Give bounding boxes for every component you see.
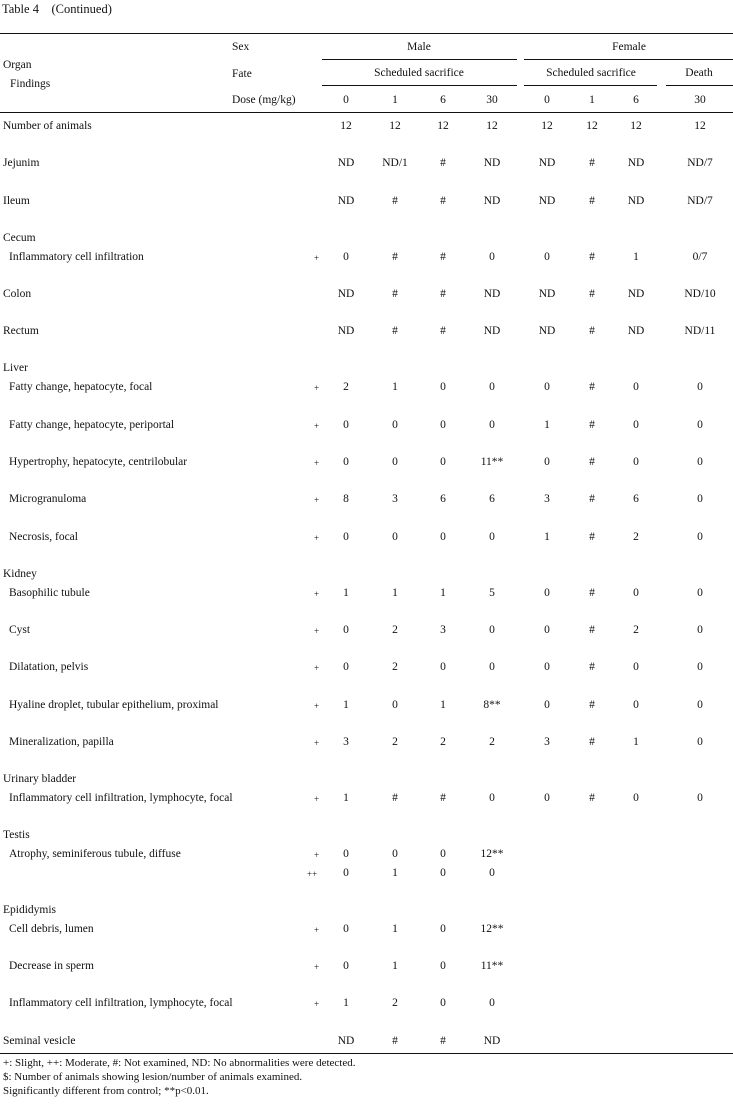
table-cell: 0 — [392, 531, 398, 543]
table-cell: 1 — [544, 531, 550, 543]
table-cell: 3 — [343, 736, 349, 748]
dose-header-cell: 0 — [343, 94, 349, 106]
table-cell: 12 — [486, 120, 498, 132]
table-cell: 1 — [392, 381, 398, 393]
grade-symbol: + — [314, 383, 320, 393]
finding-label: Microgranuloma — [9, 493, 87, 505]
table-cell: 0 — [489, 867, 495, 879]
table-cell: 6 — [633, 493, 639, 505]
table-cell: 0 — [343, 419, 349, 431]
organ-heading: Kidney — [3, 568, 37, 580]
organ-heading: Epididymis — [3, 904, 57, 916]
grade-symbol: + — [314, 458, 320, 468]
table-cell: 1 — [343, 699, 349, 711]
grade-symbol: + — [314, 421, 320, 431]
table-cell: 1 — [392, 960, 398, 972]
dose-header-cell: 30 — [694, 94, 706, 106]
finding-label: Inflammatory cell infiltration, lymphocyte, focal — [9, 792, 233, 804]
header-findings: Findings — [10, 78, 51, 90]
organ-heading: Urinary bladder — [3, 773, 77, 785]
table-cell: 3 — [544, 493, 550, 505]
table-cell: # — [589, 493, 595, 505]
grade-symbol: + — [314, 999, 320, 1009]
table-cell: 11** — [480, 456, 504, 468]
table-cell: 3 — [544, 736, 550, 748]
table-cell: 0 — [489, 792, 495, 804]
table-cell: 3 — [440, 624, 446, 636]
table-cell: 8** — [483, 699, 501, 711]
table-cell: 0 — [343, 251, 349, 263]
male-rule — [322, 59, 517, 60]
table-cell: 0 — [343, 456, 349, 468]
table-cell: 0 — [489, 419, 495, 431]
table-cell: # — [589, 381, 595, 393]
grade-symbol: + — [314, 738, 320, 748]
table-cell: 12** — [480, 923, 504, 935]
dose-header-cell: 1 — [392, 94, 398, 106]
table-cell: # — [392, 1035, 398, 1047]
table-title: Table 4 (Continued) — [2, 2, 112, 16]
header-organ: Organ — [3, 59, 32, 71]
table-cell: 8 — [343, 493, 349, 505]
table-cell: 0 — [489, 997, 495, 1009]
table-cell: ND — [627, 288, 645, 300]
table-cell: 0 — [544, 587, 550, 599]
table-cell: 0 — [697, 531, 703, 543]
table-cell: 2 — [392, 736, 398, 748]
table-cell: 0 — [633, 661, 639, 673]
table-cell: ND — [538, 157, 556, 169]
table-cell: 2 — [489, 736, 495, 748]
table-cell: 0 — [697, 792, 703, 804]
table-cell: 0 — [544, 251, 550, 263]
table-cell: 2 — [343, 381, 349, 393]
table-cell: 0 — [633, 381, 639, 393]
table-cell: # — [589, 456, 595, 468]
table-cell: 12 — [586, 120, 598, 132]
table-cell: # — [589, 157, 595, 169]
finding-label: Inflammatory cell infiltration — [9, 251, 144, 263]
table-cell: # — [392, 792, 398, 804]
dose-header-cell: 6 — [440, 94, 446, 106]
table-cell: 1 — [392, 923, 398, 935]
top-rule — [0, 33, 733, 34]
table-cell: 3 — [392, 493, 398, 505]
table-cell: 1 — [440, 587, 446, 599]
table-cell: 0 — [392, 699, 398, 711]
table-cell: 0 — [343, 531, 349, 543]
table-cell: # — [589, 661, 595, 673]
table-cell: # — [589, 531, 595, 543]
table-cell: 0 — [697, 493, 703, 505]
table-cell: 0 — [489, 381, 495, 393]
table-cell: 0 — [697, 736, 703, 748]
table-cell: 12** — [480, 848, 504, 860]
finding-label: Fatty change, hepatocyte, periportal — [9, 419, 175, 431]
table-cell: 0 — [440, 867, 446, 879]
table-cell: 0 — [343, 960, 349, 972]
grade-symbol: + — [314, 495, 320, 505]
finding-label: Inflammatory cell infiltration, lymphocyte, focal — [9, 997, 233, 1009]
table-cell: 1 — [343, 587, 349, 599]
table-cell: 12 — [437, 120, 449, 132]
table-cell: 0 — [440, 997, 446, 1009]
table-cell: 0 — [440, 960, 446, 972]
table-cell: ND — [483, 157, 501, 169]
table-cell: # — [392, 251, 398, 263]
table-cell: # — [589, 195, 595, 207]
table-cell: 0 — [440, 456, 446, 468]
organ-heading: Cecum — [3, 232, 36, 244]
table-cell: # — [440, 1035, 446, 1047]
table-cell: 0 — [697, 699, 703, 711]
table-cell: ND — [483, 325, 501, 337]
table-cell: 2 — [633, 624, 639, 636]
grade-symbol: + — [314, 533, 320, 543]
organ-row-label: Colon — [3, 288, 32, 300]
footnote-ratio: $: Number of animals showing lesion/number of animals examined. — [3, 1071, 303, 1083]
grade-symbol: + — [314, 253, 320, 263]
table-cell: 0 — [392, 848, 398, 860]
table-cell: ND — [627, 157, 645, 169]
table-cell: 0 — [633, 699, 639, 711]
dose-header-cell: 0 — [544, 94, 550, 106]
table-cell: 5 — [489, 587, 495, 599]
table-cell: # — [589, 736, 595, 748]
table-cell: 0 — [633, 419, 639, 431]
table-cell: ND — [627, 195, 645, 207]
table-cell: ND — [483, 1035, 501, 1047]
table-cell: 2 — [392, 997, 398, 1009]
table-cell: # — [440, 157, 446, 169]
table-cell: 0 — [343, 624, 349, 636]
table-cell: 0 — [544, 792, 550, 804]
grade-symbol: + — [314, 794, 320, 804]
table-cell: 0 — [544, 624, 550, 636]
table-cell: 0 — [343, 867, 349, 879]
header-sex: Sex — [232, 41, 250, 53]
finding-label: Cell debris, lumen — [9, 923, 94, 935]
header-female-fate: Scheduled sacrifice — [546, 67, 636, 79]
organ-row-label: Jejunim — [3, 157, 40, 169]
finding-label: Fatty change, hepatocyte, focal — [9, 381, 153, 393]
organ-heading: Liver — [3, 362, 28, 374]
footnote-significance: Significantly different from control; **p<0.01. — [3, 1085, 209, 1097]
header-female-death: Death — [685, 67, 713, 79]
grade-symbol: + — [314, 962, 320, 972]
table-cell: 2 — [392, 624, 398, 636]
table-cell: # — [440, 195, 446, 207]
table-cell: ND — [337, 1035, 355, 1047]
table-cell: ND — [337, 157, 355, 169]
table-cell: # — [440, 288, 446, 300]
table-cell: # — [392, 195, 398, 207]
table-cell: 0 — [440, 381, 446, 393]
organ-row-label: Number of animals — [3, 120, 92, 132]
table-cell: # — [589, 251, 595, 263]
table-cell: ND — [337, 288, 355, 300]
finding-label: Mineralization, papilla — [9, 736, 114, 748]
footnote-legend: +: Slight, ++: Moderate, #: Not examined, ND: No abnormalities were detected. — [3, 1057, 356, 1069]
grade-symbol: + — [314, 850, 320, 860]
table-cell: 0 — [633, 456, 639, 468]
header-fate: Fate — [232, 68, 252, 80]
table-cell: 0 — [544, 456, 550, 468]
table-cell: 1 — [343, 792, 349, 804]
table-cell: 12 — [340, 120, 352, 132]
organ-row-label: Seminal vesicle — [3, 1035, 76, 1047]
table-cell: 0 — [343, 848, 349, 860]
grade-symbol: ++ — [307, 869, 318, 879]
table-cell: 0 — [440, 848, 446, 860]
table-cell: 0 — [697, 624, 703, 636]
table-cell: ND — [538, 195, 556, 207]
table-cell: 0 — [489, 531, 495, 543]
table-cell: ND — [337, 325, 355, 337]
table-cell: 0 — [697, 587, 703, 599]
header-dose: Dose (mg/kg) — [232, 94, 296, 106]
finding-label: Basophilic tubule — [9, 587, 90, 599]
table-cell: # — [440, 792, 446, 804]
table-cell: 2 — [633, 531, 639, 543]
finding-label: Necrosis, focal — [9, 531, 78, 543]
table-cell: 0 — [633, 792, 639, 804]
female-fate-rule — [524, 85, 657, 86]
table-cell: 0 — [343, 661, 349, 673]
table-cell: # — [440, 251, 446, 263]
table-cell: 1 — [392, 587, 398, 599]
dose-header-cell: 6 — [633, 94, 639, 106]
table-cell: 0 — [489, 251, 495, 263]
header-male-fate: Scheduled sacrifice — [374, 67, 464, 79]
table-cell: 2 — [440, 736, 446, 748]
table-cell: 12 — [541, 120, 553, 132]
table-cell: # — [589, 288, 595, 300]
table-cell: 0 — [489, 661, 495, 673]
grade-symbol: + — [314, 589, 320, 599]
table-cell: 0 — [697, 456, 703, 468]
table-cell: # — [589, 624, 595, 636]
table-cell: 0 — [392, 419, 398, 431]
table-cell: 0 — [697, 419, 703, 431]
table-cell: # — [589, 325, 595, 337]
header-male: Male — [407, 41, 431, 53]
table-cell: 0 — [440, 661, 446, 673]
dose-header-cell: 1 — [589, 94, 595, 106]
table-cell: 0 — [392, 456, 398, 468]
table-cell: 12 — [694, 120, 706, 132]
table-cell: # — [440, 325, 446, 337]
header-female: Female — [612, 41, 646, 53]
finding-label: Hypertrophy, hepatocyte, centrilobular — [9, 456, 188, 468]
dose-header-cell: 30 — [486, 94, 498, 106]
organ-row-label: Rectum — [3, 325, 39, 337]
male-fate-rule — [322, 85, 517, 86]
table-cell: ND/7 — [687, 195, 713, 207]
table-cell: 0/7 — [692, 251, 708, 263]
table-cell: ND — [483, 288, 501, 300]
header-bottom-rule — [0, 112, 733, 113]
finding-label: Dilatation, pelvis — [9, 661, 89, 673]
table-cell: 0 — [489, 624, 495, 636]
table-cell: # — [392, 288, 398, 300]
table-cell: 0 — [544, 381, 550, 393]
finding-label: Hyaline droplet, tubular epithelium, proximal — [9, 699, 219, 711]
table-cell: 1 — [633, 736, 639, 748]
table-cell: 0 — [544, 661, 550, 673]
organ-heading: Testis — [3, 829, 30, 841]
female-rule — [524, 59, 733, 60]
table-cell: ND/10 — [684, 288, 716, 300]
table-cell: 6 — [489, 493, 495, 505]
table-cell: ND — [337, 195, 355, 207]
table-cell: ND — [538, 288, 556, 300]
organ-row-label: Ileum — [3, 195, 30, 207]
table-cell: 0 — [544, 699, 550, 711]
grade-symbol: + — [314, 663, 320, 673]
table-cell: 0 — [633, 587, 639, 599]
table-cell: 0 — [697, 661, 703, 673]
table-cell: # — [589, 699, 595, 711]
table-cell: 1 — [544, 419, 550, 431]
table-cell: ND/11 — [684, 325, 716, 337]
finding-label: Atrophy, seminiferous tubule, diffuse — [9, 848, 181, 860]
table-cell: 12 — [389, 120, 401, 132]
finding-label: Decrease in sperm — [9, 960, 94, 972]
grade-symbol: + — [314, 701, 320, 711]
table-cell: 1 — [440, 699, 446, 711]
table-cell: # — [589, 419, 595, 431]
table-cell: 1 — [392, 867, 398, 879]
grade-symbol: + — [314, 626, 320, 636]
bottom-rule — [0, 1053, 733, 1054]
table-cell: 1 — [343, 997, 349, 1009]
table-cell: 1 — [633, 251, 639, 263]
table-cell: # — [589, 792, 595, 804]
table-cell: # — [589, 587, 595, 599]
table-cell: ND/1 — [382, 157, 408, 169]
table-cell: # — [392, 325, 398, 337]
table-cell: ND — [483, 195, 501, 207]
table-cell: 0 — [440, 419, 446, 431]
table-cell: 0 — [440, 531, 446, 543]
grade-symbol: + — [314, 925, 320, 935]
table-cell: 0 — [697, 381, 703, 393]
table-cell: ND — [538, 325, 556, 337]
table-cell: 6 — [440, 493, 446, 505]
table-cell: ND/7 — [687, 157, 713, 169]
table-cell: 2 — [392, 661, 398, 673]
table-cell: ND — [627, 325, 645, 337]
death-rule — [666, 85, 733, 86]
table-cell: 12 — [630, 120, 642, 132]
table-cell: 0 — [440, 923, 446, 935]
finding-label: Cyst — [9, 624, 31, 636]
table-cell: 0 — [343, 923, 349, 935]
table-cell: 11** — [480, 960, 504, 972]
